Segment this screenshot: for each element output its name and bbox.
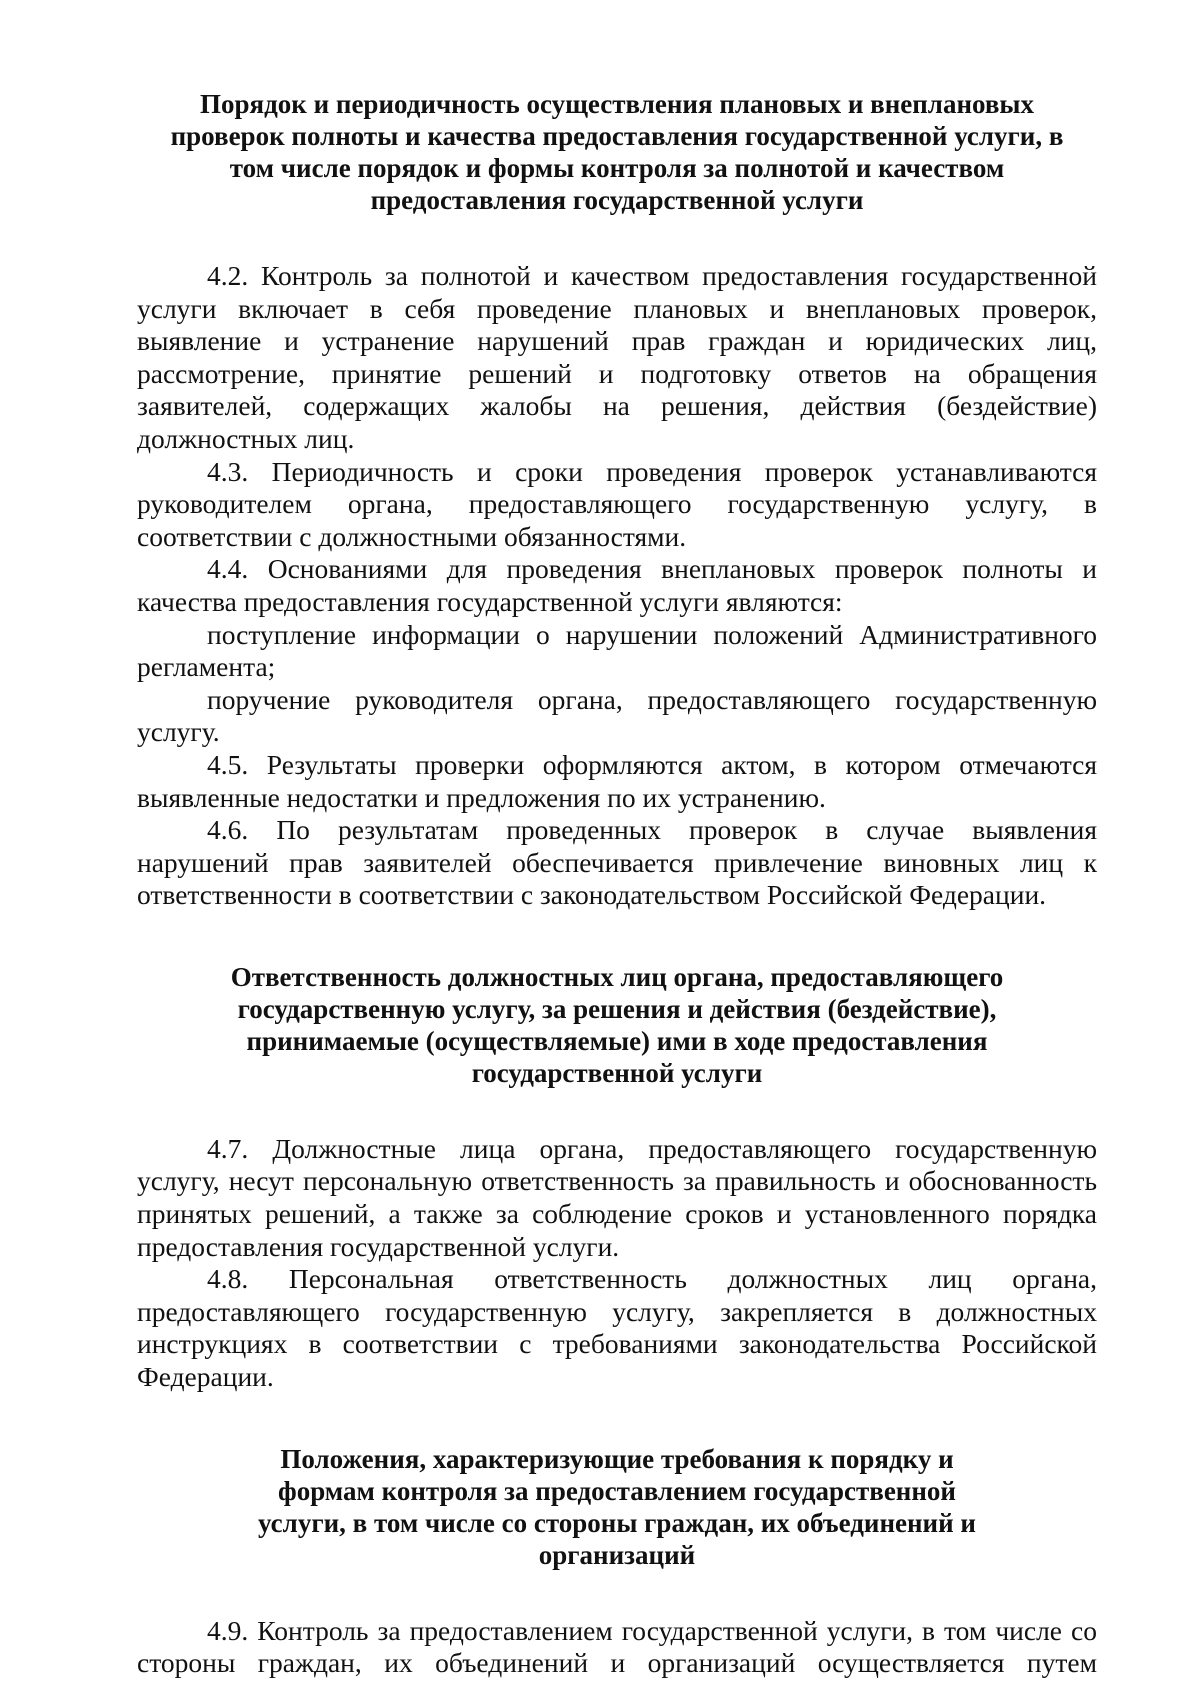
heading-line: услуги, в том числе со стороны граждан, их объединений и	[258, 1507, 976, 1538]
paragraph-line: услуги включает в себя проведение плановых и внеплановых проверок,	[137, 292, 1097, 324]
paragraph-line: рассмотрение, принятие решений и подготовку ответов на обращения	[137, 357, 1097, 389]
heading-line: Ответственность должностных лиц органа, предоставляющего	[230, 961, 1004, 992]
paragraph	[137, 456, 1097, 554]
paragraph-block	[137, 1133, 1097, 1394]
section-2	[137, 961, 1097, 1394]
heading-line: предоставления государственной услуги	[370, 185, 864, 215]
paragraph-line: выявленные недостатки и предложения по их устранению.	[137, 781, 826, 813]
section-heading	[137, 1443, 1097, 1571]
paragraph-line: 4.6. По результатам проведенных проверок в случае выявления	[207, 814, 1097, 846]
paragraph	[137, 1263, 1097, 1393]
section-3	[137, 1443, 1097, 1680]
paragraph-line: поручение руководителя органа, предоставляющего государственную	[207, 683, 1097, 715]
paragraph-line: 4.5. Результаты проверки оформляются актом, в котором отмечаются	[207, 748, 1097, 780]
paragraph-line: поступление информации о нарушении положений Административного	[207, 618, 1097, 650]
section-heading	[137, 88, 1097, 216]
paragraph-line: 4.9. Контроль за предоставлением государственной услуги, в том числе со	[207, 1614, 1097, 1646]
paragraph-line: предоставления государственной услуги.	[137, 1230, 620, 1262]
document-body	[137, 88, 1097, 1680]
paragraph-line: выявление и устранение нарушений прав граждан и юридических лиц,	[137, 325, 1097, 357]
heading-line: том числе порядок и формы контроля за полнотой и качеством	[229, 153, 1005, 183]
paragraph	[137, 260, 1097, 456]
heading-line: организаций	[538, 1539, 696, 1570]
paragraph	[137, 684, 1097, 749]
heading-line: формам контроля за предоставлением государственной	[278, 1475, 956, 1506]
paragraph-line: заявителей, содержащих жалобы на решения, действия (бездействие)	[137, 390, 1097, 422]
paragraph	[137, 1133, 1097, 1263]
paragraph	[137, 1615, 1097, 1680]
paragraph-line: услугу, несут персональную ответственность за правильность и обоснованность	[137, 1165, 1097, 1197]
section-1	[137, 88, 1097, 912]
heading-line: государственную услугу, за решения и действия (бездействие),	[237, 993, 997, 1024]
paragraph-line: инструкциях в соответствии с требованиями законодательства Российской	[137, 1328, 1097, 1360]
paragraph-line: стороны граждан, их объединений и организаций осуществляется путем	[137, 1647, 1097, 1679]
paragraph-line: Федерации.	[137, 1361, 274, 1393]
paragraph-line: регламента;	[137, 651, 276, 683]
paragraph-line: руководителем органа, предоставляющего государственную услугу, в	[137, 488, 1097, 520]
heading-line: проверок полноты и качества предоставления государственной услуги, в	[170, 121, 1064, 151]
paragraph-line: 4.3. Периодичность и сроки проведения проверок устанавливаются	[207, 455, 1097, 487]
section-heading	[137, 961, 1097, 1089]
paragraph-line: 4.7. Должностные лица органа, предоставляющего государственную	[207, 1132, 1097, 1164]
heading-line: государственной услуги	[471, 1057, 763, 1088]
paragraph	[137, 749, 1097, 814]
paragraph-line: качества предоставления государственной услуги являются:	[137, 585, 843, 617]
paragraph-line: должностных лиц.	[137, 422, 355, 454]
paragraph-block	[137, 260, 1097, 912]
paragraph-line: принятых решений, а также за соблюдение сроков и установленного порядка	[137, 1198, 1097, 1230]
paragraph-line: соответствии с должностными обязанностями.	[137, 520, 687, 552]
paragraph-block	[137, 1615, 1097, 1680]
paragraph	[137, 619, 1097, 684]
heading-line: Порядок и периодичность осуществления плановых и внеплановых	[200, 89, 1034, 119]
heading-line: принимаемые (осуществляемые) ими в ходе предоставления	[246, 1025, 988, 1056]
paragraph	[137, 553, 1097, 618]
paragraph	[137, 814, 1097, 912]
paragraph-line: услугу.	[137, 716, 220, 748]
paragraph-line: нарушений прав заявителей обеспечивается привлечение виновных лиц к	[137, 846, 1097, 878]
heading-line: Положения, характеризующие требования к порядку и	[280, 1443, 954, 1474]
paragraph-line: предоставляющего государственную услугу, закрепляется в должностных	[137, 1295, 1097, 1327]
paragraph-line: 4.8. Персональная ответственность должностных лиц органа,	[207, 1263, 1097, 1295]
paragraph-line: 4.4. Основаниями для проведения внеплановых проверок полноты и	[207, 553, 1097, 585]
paragraph-line: ответственности в соответствии с законодательством Российской Федерации.	[137, 879, 1047, 911]
paragraph-line: 4.2. Контроль за полнотой и качеством предоставления государственной	[207, 260, 1097, 291]
